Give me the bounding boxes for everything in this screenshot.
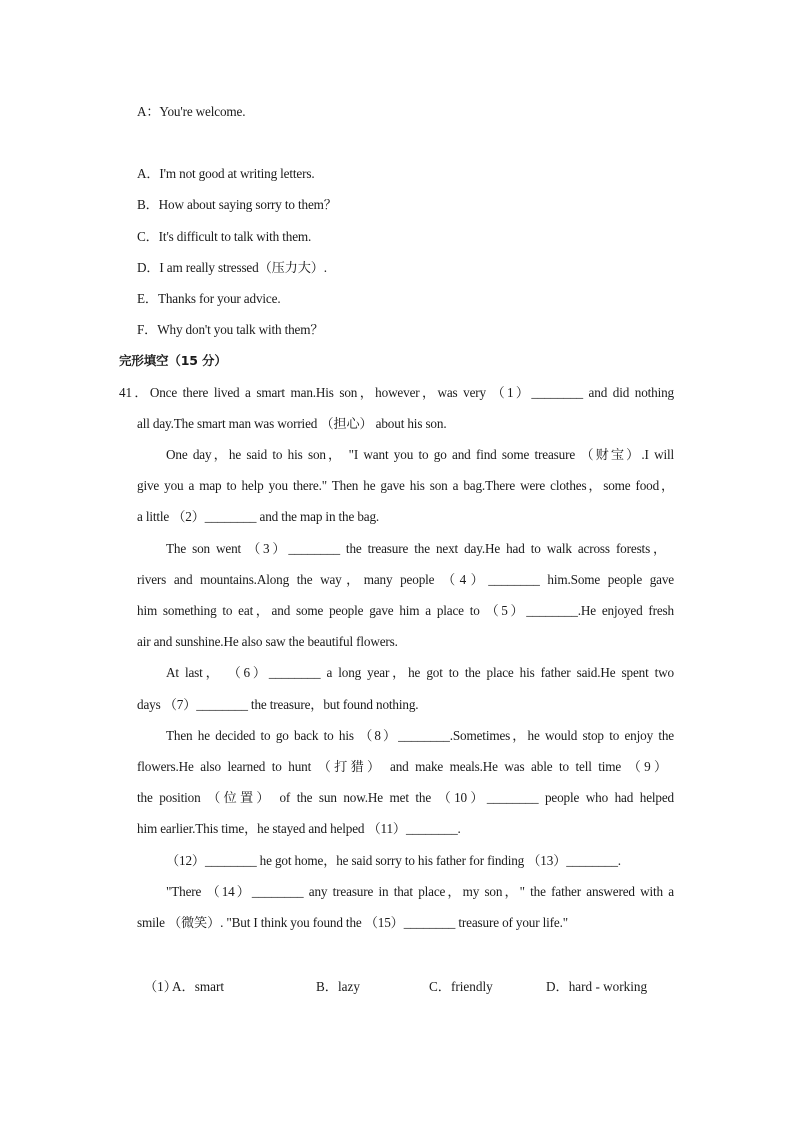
passage-line: smile （微笑）. "But I think you found the （15）________ treasure of your life." [137, 915, 568, 930]
passage-line: give you a map to help you there." Then he gave his son a bag.There were clothes，some food， [137, 478, 674, 493]
option-c: C．It's difficult to talk with them. [137, 229, 312, 244]
option-e: E．Thanks for your advice. [137, 291, 281, 306]
choice-a: A．smart [172, 979, 225, 994]
choice-b: B．lazy [316, 979, 360, 994]
passage-line: One day，he said to his son， "I want you to go and find some treasure （财宝）.I will [166, 447, 674, 462]
passage-line: all day.The smart man was worried （担心） about his son. [137, 416, 447, 431]
passage-line: The son went （3）________ the treasure the next day.He had to walk across forests， [166, 541, 666, 556]
dialogue-last-line: A：You're welcome. [137, 104, 246, 119]
passage-line: the position （位置） of the sun now.He met the （10）________ people who had helped [137, 790, 674, 805]
passage-line: him earlier.This time，he stayed and helped （11）________. [137, 821, 461, 836]
passage-line: days （7）________ the treasure，but found nothing. [137, 697, 419, 712]
passage-line: air and sunshine.He also saw the beautiful flowers. [137, 634, 398, 649]
choice-d: D．hard - working [546, 979, 648, 994]
passage-line: flowers.He also learned to hunt （打猎） and make meals.He was able to tell time （9） [137, 759, 667, 774]
choice-c: C．friendly [429, 979, 493, 994]
passage-line: him something to eat，and some people gave him a place to （5）________.He enjoyed fresh [137, 603, 674, 618]
passage-line: "There （14）________ any treasure in that place，my son，" the father answered with a [166, 884, 674, 899]
option-f: F．Why don't you talk with them？ [137, 322, 324, 337]
passage-line: Then he decided to go back to his （8）________.Sometimes，he would stop to enjoy the [166, 728, 674, 743]
section-heading: 完形填空（15 分） [119, 353, 227, 368]
passage-line: At last， （6）________ a long year，he got to the place his father said.He spent two [166, 665, 674, 680]
passage-line: 41．Once there lived a smart man.His son，however，was very （1）________ and did nothing [119, 385, 674, 400]
question-number: （1） [144, 979, 177, 994]
passage-line: a little （2）________ and the map in the bag. [137, 509, 380, 524]
passage-line: （12）________ he got home，he said sorry to his father for finding （13）________. [166, 853, 621, 868]
option-b: B．How about saying sorry to them？ [137, 197, 337, 212]
option-a: A．I'm not good at writing letters. [137, 166, 315, 181]
option-d: D．I am really stressed（压力大）. [137, 260, 327, 275]
passage-line: rivers and mountains.Along the way，many people （4）________ him.Some people gave [137, 572, 674, 587]
